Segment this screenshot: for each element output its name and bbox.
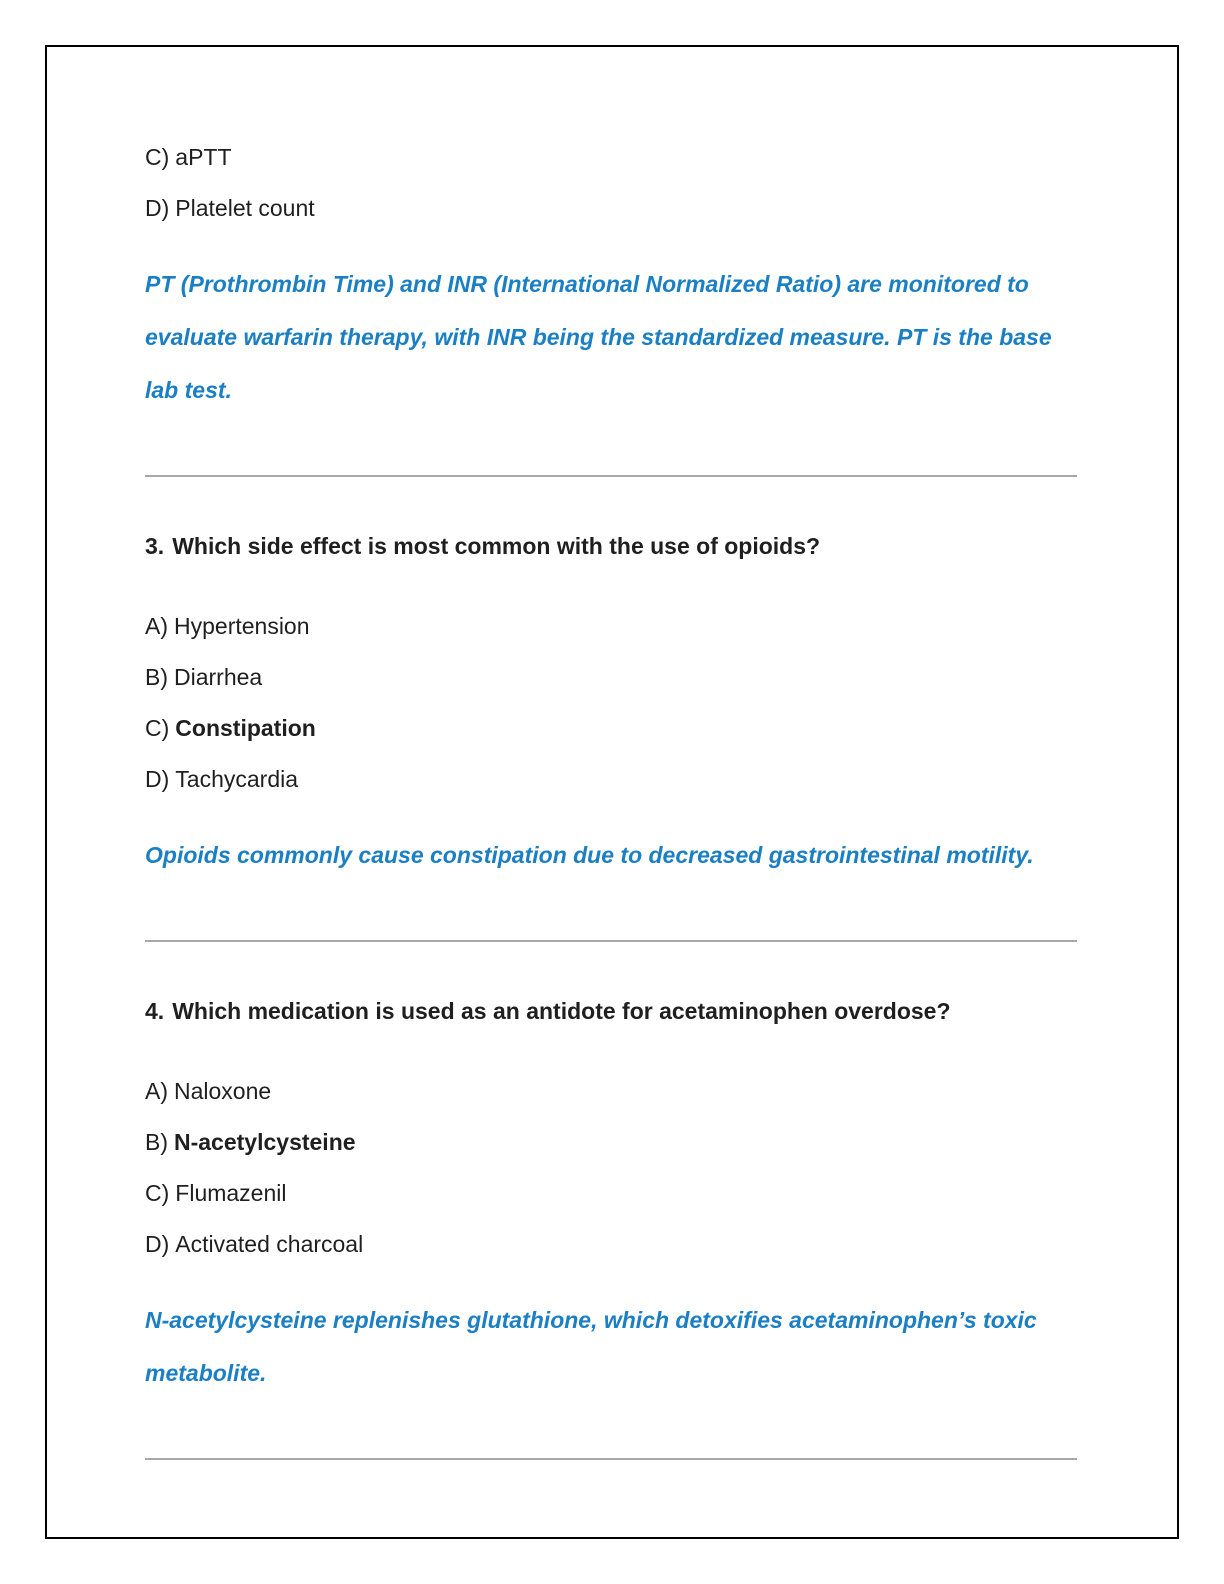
option-text: Tachycardia <box>175 766 299 792</box>
option-label: C) <box>145 715 170 741</box>
answer-option <box>145 652 1077 703</box>
option-label: D) <box>145 1231 170 1257</box>
option-text: Constipation <box>175 715 316 741</box>
option-text: aPTT <box>175 144 232 170</box>
question-title <box>145 531 1077 561</box>
question-text: Which medication is used as an antidote for acetaminophen overdose? <box>172 998 951 1024</box>
option-label: C) <box>145 144 170 170</box>
question-block <box>145 996 1077 1400</box>
option-label: B) <box>145 664 168 690</box>
answer-option <box>145 601 1077 652</box>
question-text: Which side effect is most common with the use of opioids? <box>172 533 821 559</box>
option-label: D) <box>145 195 170 221</box>
question-number: 3. <box>145 533 165 559</box>
answer-option-correct <box>145 1117 1077 1168</box>
option-text: Naloxone <box>174 1078 272 1104</box>
option-label: A) <box>145 1078 168 1104</box>
option-label: C) <box>145 1180 170 1206</box>
option-text: Diarrhea <box>174 664 263 690</box>
question-block <box>145 531 1077 882</box>
section-divider <box>145 475 1077 477</box>
answer-option <box>145 183 1077 234</box>
option-label: A) <box>145 613 168 639</box>
section-divider <box>145 1458 1077 1460</box>
answer-option <box>145 1168 1077 1219</box>
option-label: B) <box>145 1129 168 1155</box>
option-text: Hypertension <box>174 613 310 639</box>
question-title <box>145 996 1077 1026</box>
option-text: N-acetylcysteine <box>174 1129 356 1155</box>
option-text: Flumazenil <box>175 1180 287 1206</box>
answer-explanation: PT (Prothrombin Time) and INR (International Normalized Ratio) are monitored to evaluate warfarin therapy, with INR being the standardized measure. PT is the base lab test. <box>145 271 1052 403</box>
question-options <box>145 1066 1077 1270</box>
answer-option-correct <box>145 703 1077 754</box>
page-content <box>145 132 1077 1514</box>
question-options <box>145 601 1077 805</box>
question-number: 4. <box>145 998 165 1024</box>
answer-explanation: Opioids commonly cause constipation due to decreased gastrointestinal motility. <box>145 842 1034 868</box>
answer-option <box>145 754 1077 805</box>
answer-explanation: N-acetylcysteine replenishes glutathione, which detoxifies acetaminophen’s toxic metabolite. <box>145 1307 1037 1386</box>
option-text: Activated charcoal <box>175 1231 364 1257</box>
section-divider <box>145 940 1077 942</box>
answer-option <box>145 1066 1077 1117</box>
option-label: D) <box>145 766 170 792</box>
answer-option <box>145 1219 1077 1270</box>
partial-question-options <box>145 132 1077 234</box>
option-text: Platelet count <box>175 195 315 221</box>
answer-option <box>145 132 1077 183</box>
